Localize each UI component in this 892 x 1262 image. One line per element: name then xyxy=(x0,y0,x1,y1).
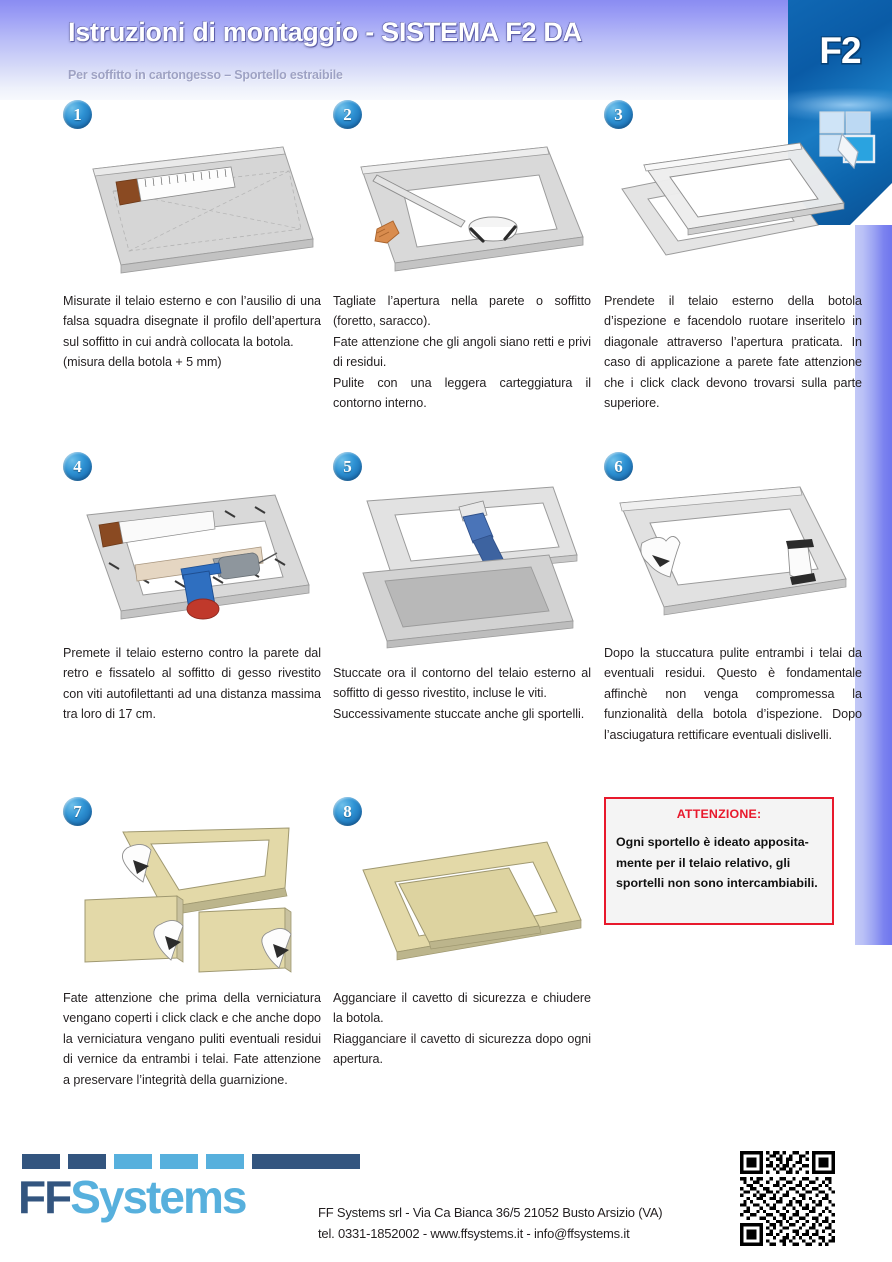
step-3-figure xyxy=(604,129,862,279)
step-5-text: Stuccate ora il contorno del telaio esterno al soffitto di gesso rivestito, incluse le viti. Successivamente stuccate anche gli sportelli. xyxy=(333,666,591,721)
step-7-figure xyxy=(63,826,321,976)
step-number-badge: 5 xyxy=(333,452,362,481)
step-1-figure xyxy=(63,129,321,279)
step-number-badge: 2 xyxy=(333,100,362,129)
step-2 xyxy=(333,100,591,413)
badge-label: F2 xyxy=(819,30,861,71)
page-title xyxy=(68,17,582,48)
step-5-figure xyxy=(333,481,591,651)
step-number-badge: 3 xyxy=(604,100,633,129)
address-line-1: FF Systems srl - Via Ca Bianca 36/5 21052 Busto Arsizio (VA) xyxy=(318,1205,663,1220)
warning-body: Ogni sportello è ideato apposita- mente per il telaio relativo, gli sportelli non sono intercambiabili. xyxy=(616,835,818,891)
step-4-figure xyxy=(63,481,321,631)
step-8-figure xyxy=(333,826,591,976)
logo-ff-text: FF xyxy=(18,1171,71,1223)
page-subtitle: Per soffitto in cartongesso – Sportello estraibile xyxy=(68,68,343,82)
step-8 xyxy=(333,797,591,1070)
company-logo xyxy=(18,1171,246,1223)
step-number-badge: 6 xyxy=(604,452,633,481)
step-number-badge: 7 xyxy=(63,797,92,826)
step-3-text: Prendete il telaio esterno della botola d’ispezione e facendolo ruotare inseritelo in diagonale attraverso l’apertura praticata. In caso di applicazione a parete fate attenzione che i click clack devono trovarsi sulla parte superiore. xyxy=(604,294,862,410)
title-model: F2 DA xyxy=(505,17,582,47)
step-6 xyxy=(604,452,862,745)
warning-box xyxy=(604,797,834,925)
step-number-badge: 4 xyxy=(63,452,92,481)
company-address xyxy=(318,1202,662,1245)
warning-title: ATTENZIONE: xyxy=(676,807,762,821)
step-1 xyxy=(63,100,321,373)
logo-bars xyxy=(22,1154,322,1169)
address-line-2: tel. 0331-1852002 - www.ffsystems.it - info@ffsystems.it xyxy=(318,1226,630,1242)
title-system: SISTEMA xyxy=(381,17,506,47)
step-5 xyxy=(333,452,591,724)
step-7 xyxy=(63,797,321,1090)
step-7-text: Fate attenzione che prima della verniciatura vengano coperti i click clack e che anche dopo la verniciatura vengano puliti eventuali residui di vernice da entrambi i telai. Fate attenzione a preservare l’integrità della guarnizione. xyxy=(63,991,321,1087)
step-3 xyxy=(604,100,862,413)
step-number-badge: 8 xyxy=(333,797,362,826)
qr-code-icon xyxy=(740,1151,835,1246)
step-4-text: Premete il telaio esterno contro la parete dal retro e fissatelo al soffitto di gesso rivestito con viti autofilettanti ad una distanza massima tra loro di 17 cm. xyxy=(63,646,321,722)
step-6-text: Dopo la stuccatura pulite entrambi i telai da eventuali residui. Questo è fondamentale affinchè non venga compromessa la funzionalità della botola d’ispezione. Dopo l’asciugatura rettificare eventuali dislivelli. xyxy=(604,646,862,742)
step-1-text: Misurate il telaio esterno e con l’ausilio di una falsa squadra disegnate il profilo dell’apertura sul soffitto in cui andrà collocata la botola. (misura della botola + 5 mm) xyxy=(63,294,321,370)
step-6-figure xyxy=(604,481,862,631)
step-2-figure xyxy=(333,129,591,279)
logo-systems-text: Systems xyxy=(70,1171,246,1223)
step-number-badge: 1 xyxy=(63,100,92,129)
step-2-text: Tagliate l’apertura nella parete o soffitto (foretto, saracco). Fate attenzione che gli angoli siano retti e privi di residui. Pulite con una leggera carteggiatura il contorno interno. xyxy=(333,294,591,410)
step-8-text: Agganciare il cavetto di sicurezza e chiudere la botola. Riagganciare il cavetto di sicurezza dopo ogni apertura. xyxy=(333,991,591,1067)
page-header xyxy=(0,0,892,100)
title-main: Istruzioni di montaggio - xyxy=(68,17,382,47)
step-4 xyxy=(63,452,321,725)
